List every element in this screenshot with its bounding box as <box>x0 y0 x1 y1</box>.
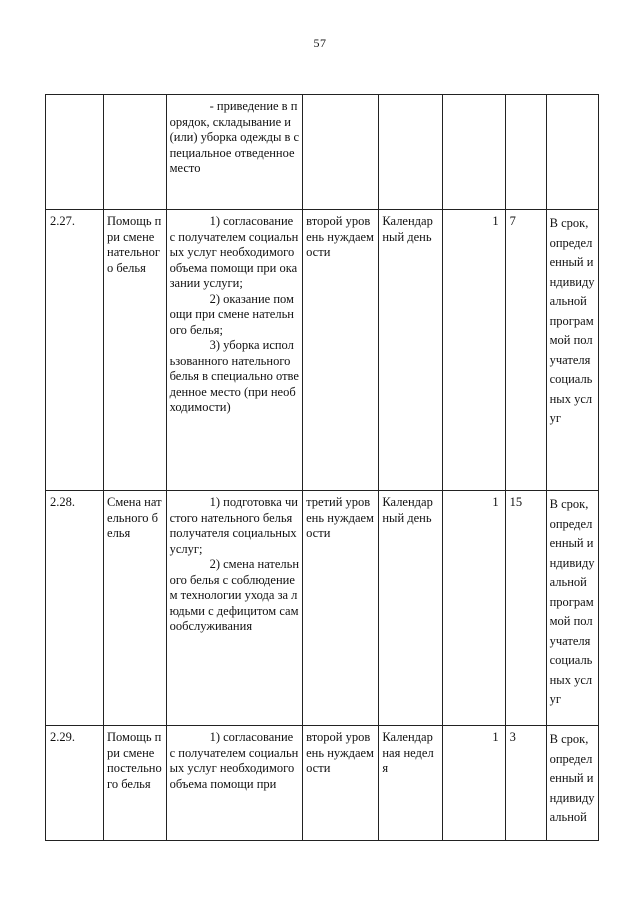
quantity: 1 <box>443 726 506 841</box>
frequency: 7 <box>505 210 546 491</box>
term: В срок, определенный индивидуальной программой получателя социальных услуг <box>546 491 598 726</box>
term: В срок, определенный индивидуальной программой получателя социальных услуг <box>546 210 598 491</box>
frequency: 15 <box>505 491 546 726</box>
frequency <box>505 95 546 210</box>
term <box>546 95 598 210</box>
unit: Календарный день <box>379 210 443 491</box>
service-name <box>104 95 167 210</box>
table-row <box>46 726 599 841</box>
row-number: 2.29. <box>46 726 104 841</box>
quantity: 1 <box>443 491 506 726</box>
service-content <box>166 726 303 841</box>
service-content <box>166 95 303 210</box>
table-row <box>46 491 599 726</box>
frequency: 3 <box>505 726 546 841</box>
table-row <box>46 210 599 491</box>
services-table <box>45 94 599 841</box>
term: В срок, определенный индивидуальной <box>546 726 598 841</box>
table-row <box>46 95 599 210</box>
content-item: - приведение в порядок, складывание и (или) уборка одежды в специальное отведенное место <box>169 99 300 175</box>
row-number: 2.27. <box>46 210 104 491</box>
content-item: 1) подготовка чистого нательного белья получателя социальных услуг; <box>169 495 298 556</box>
quantity <box>443 95 506 210</box>
content-item: 2) оказание помощи при смене нательного белья; <box>169 291 294 337</box>
row-number: 2.28. <box>46 491 104 726</box>
content-item: 1) согласование с получателем социальных услуг необходимого объема помощи при оказании услуги; <box>169 214 299 290</box>
quantity: 1 <box>443 210 506 491</box>
need-level: третий уровень нуждаемости <box>303 491 379 726</box>
unit: Календарная неделя <box>379 726 443 841</box>
service-content <box>166 210 303 491</box>
unit: Календарный день <box>379 491 443 726</box>
need-level <box>303 95 379 210</box>
service-name: Помощь при смене постельного белья <box>104 726 167 841</box>
row-number <box>46 95 104 210</box>
content-item: 1) согласование с получателем социальных услуг необходимого объема помощи при <box>169 730 299 791</box>
service-name: Смена нательного белья <box>104 491 167 726</box>
unit <box>379 95 443 210</box>
content-item: 2) смена нательного белья с соблюдением технологии ухода за людьми с дефицитом самообслуживания <box>169 557 300 633</box>
need-level: второй уровень нуждаемости <box>303 210 379 491</box>
content-item: 3) уборка использованного нательного белья в специально отведенное место (при необходимости) <box>169 338 299 414</box>
service-content <box>166 491 303 726</box>
need-level: второй уровень нуждаемости <box>303 726 379 841</box>
service-name: Помощь при смене нательного белья <box>104 210 167 491</box>
page-number: 57 <box>313 36 327 50</box>
